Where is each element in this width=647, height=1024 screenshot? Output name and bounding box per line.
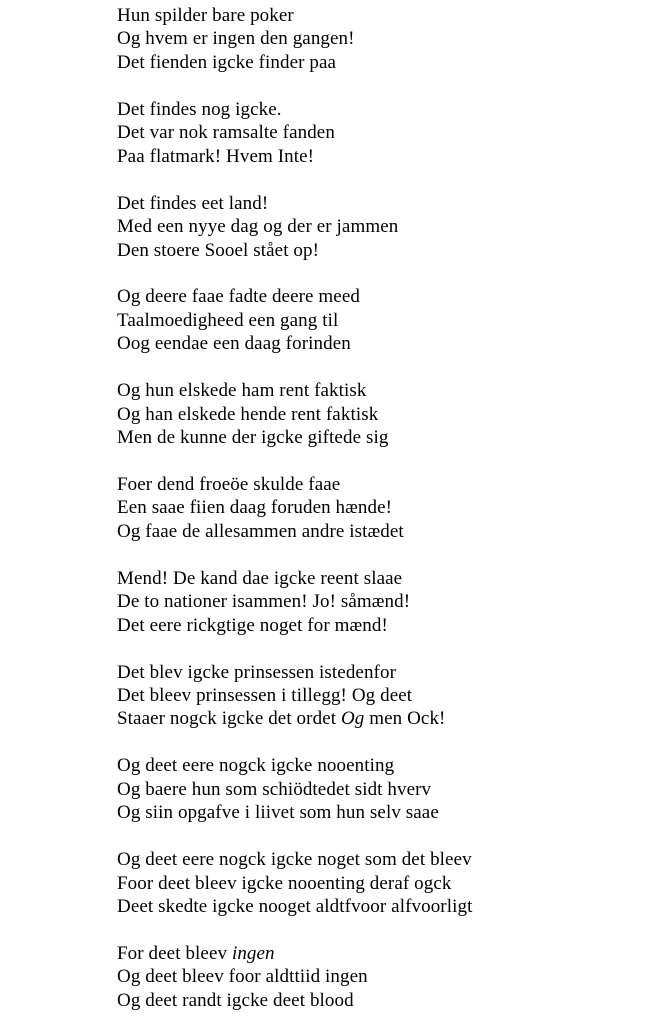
- poem-segment: Det var nok ramsalte fanden: [117, 122, 335, 144]
- poem-line: [117, 614, 647, 637]
- poem-line: [117, 496, 647, 519]
- poem-segment: Een saae fiien daag foruden hænde!: [117, 497, 393, 519]
- poem-segment: Men de kunne der igcke giftede sig: [117, 427, 389, 449]
- poem-segment: De to nationer isammen! Jo! såmænd!: [117, 591, 411, 613]
- stanza: [117, 285, 647, 355]
- poem-line: [117, 942, 647, 965]
- poem: [117, 4, 647, 1012]
- poem-line: [117, 285, 647, 308]
- poem-segment: Og hun elskede ham rent faktisk: [117, 380, 367, 402]
- poem-segment: Det findes nog igcke.: [117, 98, 282, 120]
- poem-segment: Og siin opgafve i liivet som hun selv saae: [117, 802, 439, 824]
- poem-line: [117, 51, 647, 74]
- poem-segment: Og han elskede hende rent faktisk: [117, 403, 379, 425]
- poem-line: [117, 778, 647, 801]
- poem-line: [117, 379, 647, 402]
- poem-line: [117, 239, 647, 262]
- stanza: [117, 661, 647, 731]
- poem-line: [117, 801, 647, 824]
- poem-line: [117, 872, 647, 895]
- poem-line: [117, 332, 647, 355]
- poem-segment: Og deet eere nogck igcke noget som det bleev: [117, 849, 472, 871]
- poem-line: [117, 473, 647, 496]
- poem-segment: Det fienden igcke finder paa: [117, 51, 337, 73]
- poem-segment: Oog eendae een daag forinden: [117, 333, 351, 355]
- poem-segment: Foor deet bleev igcke nooenting deraf ogck: [117, 872, 452, 894]
- poem-segment: Den stoere Sooel stået op!: [117, 239, 320, 261]
- poem-segment: Og deet bleev foor aldttiid ingen: [117, 966, 368, 988]
- stanza: [117, 98, 647, 168]
- poem-segment: Mend! De kand dae igcke reent slaae: [117, 567, 403, 589]
- poem-segment: Foer dend froeöe skulde faae: [117, 473, 341, 495]
- poem-segment: Og deet randt igcke deet blood: [117, 989, 354, 1011]
- poem-segment: Det bleev prinsessen i tillegg! Og deet: [117, 685, 413, 707]
- poem-line: [117, 707, 647, 730]
- stanza: [117, 379, 647, 449]
- poem-segment: Med een nyye dag og der er jammen: [117, 216, 399, 238]
- poem-line: [117, 684, 647, 707]
- poem-segment-italic: ingen: [231, 942, 275, 964]
- poem-segment: Hun spilder bare poker: [117, 5, 294, 26]
- poem-line: [117, 192, 647, 215]
- poem-line: [117, 590, 647, 613]
- poem-segment: Deet skedte igcke nooget aldtfvoor alfvoorligt: [117, 896, 473, 918]
- poem-segment: Staaer nogck igcke det ordet: [117, 708, 341, 730]
- poem-segment: Og faae de allesammen andre istædet: [117, 520, 404, 542]
- poem-line: [117, 567, 647, 590]
- stanza: [117, 942, 647, 1012]
- poem-segment: Og hvem er ingen den gangen!: [117, 28, 355, 50]
- stanza: [117, 473, 647, 543]
- poem-segment: Det findes eet land!: [117, 192, 269, 214]
- stanza: [117, 192, 647, 262]
- poem-line: [117, 754, 647, 777]
- poem-segment: For deet bleev: [117, 942, 232, 964]
- stanza: [117, 848, 647, 918]
- poem-line: [117, 403, 647, 426]
- poem-line: [117, 965, 647, 988]
- poem-segment: Taalmoedigheed een gang til: [117, 309, 339, 331]
- poem-segment: Paa flatmark! Hvem Inte!: [117, 145, 315, 167]
- poem-segment: Og deet eere nogck igcke nooenting: [117, 755, 395, 777]
- poem-segment: Det blev igcke prinsessen istedenfor: [117, 661, 397, 683]
- stanza: [117, 754, 647, 824]
- poem-segment: men Ock!: [364, 708, 446, 730]
- poem-segment: Og baere hun som schiödtedet sidt hverv: [117, 778, 432, 800]
- poem-line: [117, 27, 647, 50]
- poem-segment-italic: Og: [340, 708, 365, 730]
- poem-line: [117, 895, 647, 918]
- poem-line: [117, 309, 647, 332]
- poem-line: [117, 520, 647, 543]
- poem-line: [117, 215, 647, 238]
- poem-line: [117, 661, 647, 684]
- stanza: [117, 567, 647, 637]
- stanza: [117, 4, 647, 74]
- poem-line: [117, 145, 647, 168]
- poem-line: [117, 4, 647, 27]
- poem-line: [117, 98, 647, 121]
- poem-line: [117, 989, 647, 1012]
- poem-line: [117, 121, 647, 144]
- poem-line: [117, 848, 647, 871]
- poem-line: [117, 426, 647, 449]
- poem-segment: Og deere faae fadte deere meed: [117, 286, 360, 308]
- poem-segment: Det eere rickgtige noget for mænd!: [117, 614, 388, 636]
